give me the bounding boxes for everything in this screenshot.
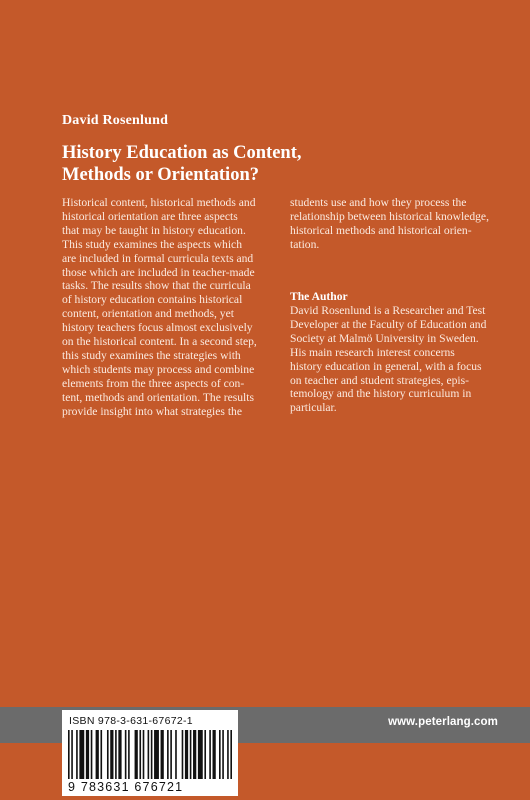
blurb-line: relationship between historical knowledge,	[290, 209, 489, 223]
barcode-bar	[154, 730, 159, 779]
blurb-line: history teachers focus almost exclusively	[62, 321, 253, 335]
barcode-bar	[68, 730, 70, 779]
blurb-line: on the historical content. In a second step,	[62, 335, 257, 349]
blurb-line: historical methods and historical orien-	[290, 223, 472, 237]
barcode-bar	[213, 730, 216, 779]
barcode-bar	[135, 730, 138, 779]
about-line: particular.	[290, 401, 337, 415]
blurb-line: tasks. The results show that the curricula	[62, 279, 251, 293]
barcode-bar	[209, 730, 211, 779]
about-line: temology and the history curriculum in	[290, 387, 472, 401]
barcode-bar	[227, 730, 229, 779]
barcode-bar	[86, 730, 89, 779]
barcode-bar	[128, 730, 130, 779]
blurb-line: which students may process and combine	[62, 362, 255, 376]
barcode-bar	[143, 730, 145, 779]
barcode-bar	[125, 730, 127, 779]
about-line: His main research interest concerns	[290, 345, 455, 359]
barcode-bar	[139, 730, 141, 779]
blurb-left-column	[62, 196, 280, 419]
about-author-text	[290, 304, 510, 415]
blurb-line: Historical content, historical methods and	[62, 196, 256, 209]
barcode-bar	[148, 730, 150, 779]
about-line: Developer at the Faculty of Education and	[290, 317, 487, 331]
blurb-line: tent, methods and orientation. The results	[62, 390, 255, 404]
barcode-bar	[76, 730, 78, 779]
publisher-website[interactable]: www.peterlang.com	[388, 716, 498, 728]
barcode-bar	[204, 730, 206, 779]
blurb-line: those which are included in teacher-made	[62, 265, 255, 279]
barcode-bar	[151, 730, 153, 779]
blurb-line: that may be taught in history education.	[62, 223, 246, 237]
blurb-line: students use and how they process the	[290, 196, 467, 209]
blurb-line: tation.	[290, 237, 320, 251]
barcode-bar	[222, 730, 224, 779]
about-line: history education in general, with a focus	[290, 359, 482, 373]
blurb-line: this study examines the strategies with	[62, 348, 241, 362]
barcode-bar	[170, 730, 172, 779]
barcode-bar	[115, 730, 117, 779]
about-author-heading: The Author	[290, 290, 348, 303]
blurb-line: elements from the three aspects of con-	[62, 376, 245, 390]
barcode-bar	[190, 730, 192, 779]
barcode-box	[62, 710, 238, 796]
blurb-right-column	[290, 196, 510, 252]
title-line: History Education as Content,	[62, 143, 302, 163]
blurb-line: provide insight into what strategies the	[62, 404, 242, 418]
blurb-line: historical orientation are three aspects	[62, 209, 238, 223]
barcode-icon	[68, 730, 232, 779]
barcode-bar	[118, 730, 121, 779]
barcode-bar	[219, 730, 221, 779]
barcode-bar	[167, 730, 169, 779]
barcode-bar	[198, 730, 203, 779]
barcode-bar	[96, 730, 99, 779]
barcode-bar	[230, 730, 232, 779]
barcode-bar	[79, 730, 84, 779]
blurb-line: This study examines the aspects which	[62, 237, 242, 251]
author-name: David Rosenlund	[62, 113, 169, 128]
blurb-line: content, orientation and methods, yet	[62, 307, 234, 321]
barcode-bar	[193, 730, 196, 779]
barcode-bar	[91, 730, 93, 779]
barcode-bar	[110, 730, 113, 779]
book-title	[62, 142, 362, 186]
barcode-digits: 9 783631 676721	[68, 780, 184, 794]
barcode-bar	[175, 730, 177, 779]
isbn-label: ISBN 978-3-631-67672-1	[69, 715, 193, 727]
blurb-line: of history education contains historical	[62, 293, 243, 307]
barcode-bar	[107, 730, 109, 779]
barcode-bar	[182, 730, 184, 779]
about-line: Society at Malmö University in Sweden.	[290, 331, 479, 345]
about-line: on teacher and student strategies, epis-	[290, 373, 469, 387]
barcode-bar	[185, 730, 188, 779]
barcode-bar	[71, 730, 73, 779]
title-line: Methods or Orientation?	[62, 165, 259, 185]
barcode-bar	[100, 730, 102, 779]
barcode-bar	[161, 730, 164, 779]
blurb-line: are included in formal curricula texts and	[62, 251, 254, 265]
about-line: David Rosenlund is a Researcher and Test	[290, 304, 486, 317]
